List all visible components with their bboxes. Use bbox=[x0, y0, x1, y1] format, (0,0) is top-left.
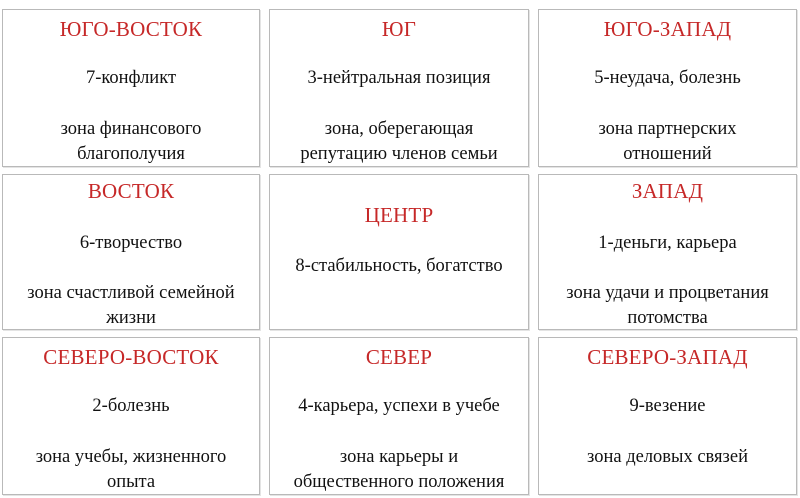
zone-description-line: зона учебы, жизненного bbox=[35, 447, 227, 467]
zone-cell-northwest bbox=[538, 337, 797, 495]
zone-cell-southwest bbox=[538, 9, 797, 167]
zone-number-meaning: 3-нейтральная позиция bbox=[307, 68, 491, 88]
zone-title: ЮГО-ЗАПАД bbox=[603, 17, 732, 41]
zone-title: ЮГ bbox=[381, 17, 417, 41]
zone-number-meaning: 5-неудача, болезнь bbox=[594, 68, 741, 88]
zone-number-meaning: 6-творчество bbox=[79, 233, 183, 253]
zone-description-line: репутацию членов семьи bbox=[300, 144, 498, 164]
zone-description bbox=[539, 445, 796, 470]
zone-description-line: зона счастливой семейной bbox=[27, 283, 235, 303]
zone-description bbox=[539, 281, 796, 331]
zone-description bbox=[270, 445, 528, 495]
zone-description-line: зона удачи и процветания bbox=[566, 283, 769, 303]
zone-number-meaning: 7-конфликт bbox=[85, 68, 177, 88]
zone-number-meaning: 4-карьера, успехи в учебе bbox=[298, 396, 500, 416]
zone-title: СЕВЕРО-ЗАПАД bbox=[587, 345, 748, 369]
zone-description bbox=[270, 117, 528, 167]
zone-description-line: благополучия bbox=[77, 144, 185, 164]
zone-description-line: опыта bbox=[106, 472, 156, 492]
zone-cell-northeast bbox=[2, 337, 260, 495]
zone-description-line: жизни bbox=[106, 308, 156, 328]
zone-title: ЦЕНТР bbox=[364, 203, 434, 227]
zone-title: ВОСТОК bbox=[87, 179, 175, 203]
zone-description-line: зона партнерских bbox=[598, 119, 737, 139]
zone-description bbox=[539, 117, 796, 167]
zone-number-meaning: 1-деньги, карьера bbox=[598, 233, 737, 253]
zone-cell-east bbox=[2, 174, 260, 330]
zone-description-line: зона финансового bbox=[60, 119, 202, 139]
zone-cell-south bbox=[269, 9, 529, 167]
zone-cell-north bbox=[269, 337, 529, 495]
zone-description-line: зона деловых связей bbox=[587, 447, 748, 467]
zone-description-line: отношений bbox=[623, 144, 712, 164]
zone-description bbox=[3, 445, 259, 495]
zone-cell-west bbox=[538, 174, 797, 330]
zone-title: СЕВЕР bbox=[365, 345, 433, 369]
zone-description-line: потомства bbox=[627, 308, 708, 328]
zone-cell-southeast bbox=[2, 9, 260, 167]
zone-description-line: общественного положения bbox=[293, 472, 505, 492]
zone-number-meaning: 9-везение bbox=[629, 396, 706, 416]
zone-description bbox=[3, 281, 259, 331]
zone-title: ЗАПАД bbox=[631, 179, 704, 203]
zone-number-meaning: 8-стабильность, богатство bbox=[295, 256, 503, 276]
zone-description bbox=[3, 117, 259, 167]
zone-title: СЕВЕРО-ВОСТОК bbox=[43, 345, 219, 369]
zone-description-line: зона, оберегающая bbox=[324, 119, 474, 139]
zone-description-line: зона карьеры и bbox=[339, 447, 459, 467]
zone-number-meaning: 2-болезнь bbox=[92, 396, 170, 416]
zone-title: ЮГО-ВОСТОК bbox=[59, 17, 203, 41]
zone-cell-center bbox=[269, 174, 529, 330]
